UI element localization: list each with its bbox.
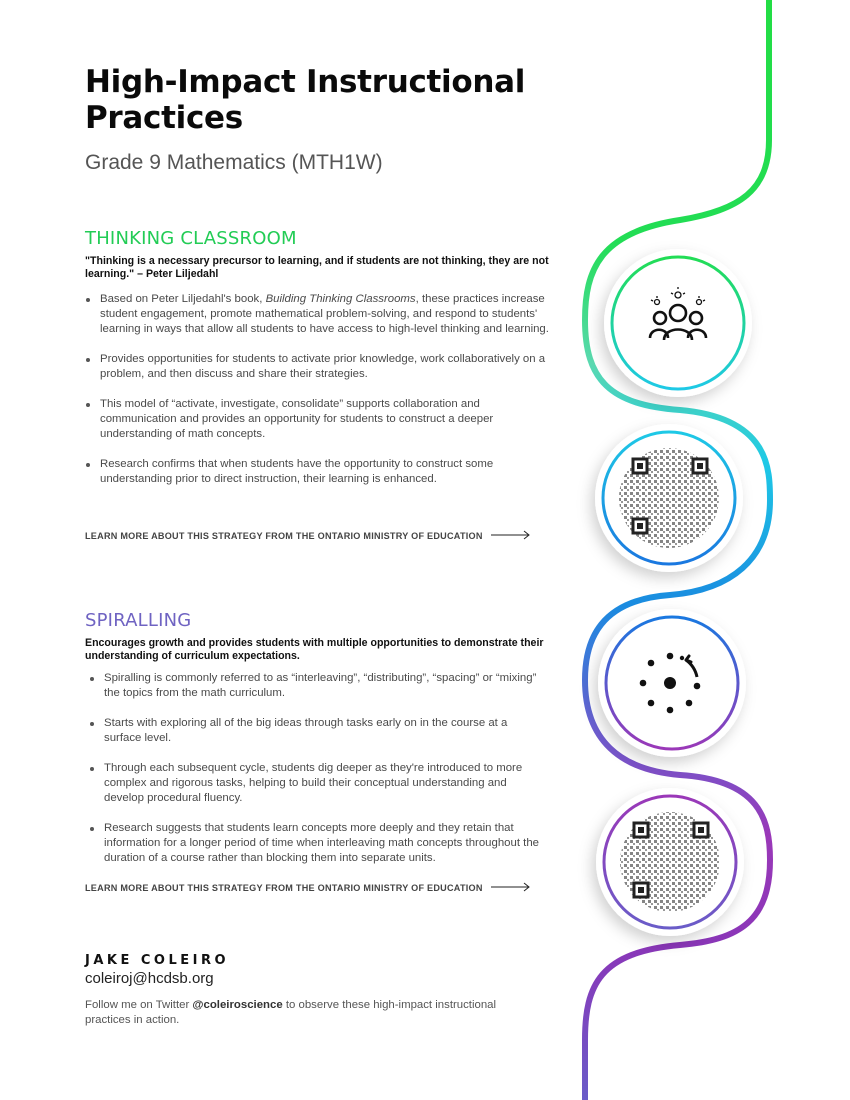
list-item: Based on Peter Liljedahl's book, Building Thinking Classrooms, these practices increase student engagement, promote mathematical problem-solving, and respond to students' learning in ways that allow all students to have access to high-level thinking and learning. [100, 293, 549, 335]
section-quote: Encourages growth and provides students with multiple opportunities to demonstrate their understanding of curriculum expectations. [85, 637, 544, 662]
section-heading-spiralling: SPIRALLING [85, 610, 192, 631]
list-item: Provides opportunities for students to activate prior knowledge, work collaboratively on a problem, and then discuss and share their strategies. [100, 352, 550, 382]
qr-code-circle-2[interactable] [596, 788, 744, 936]
author-email[interactable]: coleiroj@hcdsb.org [85, 970, 214, 987]
list-item: This model of “activate, investigate, consolidate” supports collaboration and communication and provides an opportunity for students to construct a deeper understanding of math concepts. [100, 397, 550, 442]
list-item: Research confirms that when students have the opportunity to construct some understanding prior to direct instruction, their learning is enhanced. [100, 457, 550, 487]
section-quote: "Thinking is a necessary precursor to learning, and if students are not thinking, they are not learning." – Peter Liljedahl [85, 255, 549, 280]
qr-code-icon [619, 448, 719, 548]
qr-code-circle-1[interactable] [595, 424, 743, 572]
page-subtitle: Grade 9 Mathematics (MTH1W) [85, 151, 383, 174]
thinking-circle [604, 249, 752, 397]
learn-more-label: LEARN MORE ABOUT THIS STRATEGY FROM THE ONTARIO MINISTRY OF EDUCATION [85, 531, 483, 541]
author-name: JAKE COLEIRO [85, 953, 230, 968]
page-title: High-Impact Instructional Practices [85, 64, 526, 136]
book-title: Building Thinking Classrooms [265, 293, 416, 305]
spiral-circle [598, 609, 746, 757]
learn-more-label: LEARN MORE ABOUT THIS STRATEGY FROM THE ONTARIO MINISTRY OF EDUCATION [85, 883, 483, 893]
list-item: Through each subsequent cycle, students dig deeper as they're introduced to more complex and rigorous tasks, helping to build their conceptual understanding and develop procedural fluency. [104, 761, 546, 806]
list-item: Research suggests that students learn concepts more deeply and they retain that information for a longer period of time when interleaving math concepts throughout the duration of a course rather than blocking them into separate units. [104, 821, 546, 866]
list-item: Starts with exploring all of the big ideas through tasks early on in the course at a surface level. [104, 716, 546, 746]
section-heading-thinking-classroom: THINKING CLASSROOM [85, 228, 297, 249]
twitter-handle[interactable]: @coleiroscience [192, 999, 283, 1011]
qr-code-icon [620, 812, 720, 912]
follow-note: Follow me on Twitter @coleiroscience to observe these high-impact instructional practices in action. [85, 999, 497, 1026]
list-item: Spiralling is commonly referred to as “interleaving”, “distributing”, “spacing” or “mixing” the topics from the math curriculum. [104, 671, 546, 701]
